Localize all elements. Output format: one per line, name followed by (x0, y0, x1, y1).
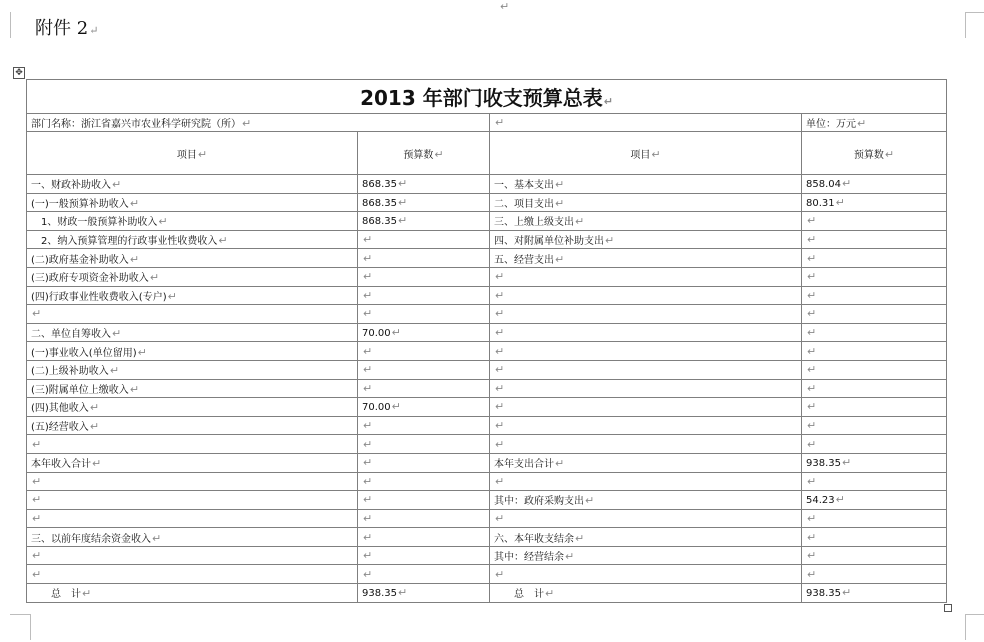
table-row (27, 565, 947, 584)
expense-item-cell[interactable]: 三、上缴上级支出↵ (490, 212, 802, 231)
expense-amount-cell[interactable]: ↵ (802, 323, 947, 342)
budget-table (26, 79, 947, 603)
expense-amount-cell[interactable]: ↵ (802, 472, 947, 491)
income-amount-cell[interactable]: ↵ (358, 528, 490, 547)
table-row (27, 509, 947, 528)
income-amount-cell[interactable]: ↵ (358, 305, 490, 324)
income-item-cell[interactable]: 二、单位自筹收入↵ (27, 323, 358, 342)
income-amount-cell[interactable]: ↵ (358, 565, 490, 584)
header-amount[interactable]: 预算数↵ (358, 132, 490, 175)
income-amount-cell[interactable]: ↵ (358, 546, 490, 565)
expense-amount-cell[interactable]: ↵ (802, 398, 947, 417)
expense-amount-cell[interactable]: ↵ (802, 267, 947, 286)
table-row (27, 249, 947, 268)
page-corner-mark (965, 12, 966, 38)
table-move-handle-icon[interactable]: ✥ (13, 67, 25, 79)
expense-item-cell[interactable]: 其中：经营结余↵ (490, 546, 802, 565)
expense-amount-cell[interactable]: ↵ (802, 546, 947, 565)
income-item-cell[interactable]: 2、纳入预算管理的行政事业性收费收入↵ (27, 230, 358, 249)
page-corner-mark (965, 614, 984, 615)
expense-amount-cell[interactable]: ↵ (802, 379, 947, 398)
income-amount-cell[interactable]: ↵ (358, 249, 490, 268)
income-amount-cell[interactable]: ↵ (358, 472, 490, 491)
income-item-cell[interactable]: (一)一般预算补助收入↵ (27, 193, 358, 212)
income-item-cell[interactable]: ↵ (27, 472, 358, 491)
expense-item-cell[interactable]: ↵ (490, 360, 802, 379)
expense-amount-cell[interactable]: ↵ (802, 212, 947, 231)
expense-item-cell[interactable]: ↵ (490, 435, 802, 454)
income-amount-cell[interactable]: 868.35↵ (358, 212, 490, 231)
table-row (27, 175, 947, 194)
expense-item-cell[interactable]: ↵ (490, 398, 802, 417)
table-row (27, 267, 947, 286)
table-row (27, 491, 947, 510)
table-row (27, 323, 947, 342)
expense-amount-cell[interactable]: ↵ (802, 528, 947, 547)
income-item-cell[interactable]: (四)其他收入↵ (27, 398, 358, 417)
income-item-cell[interactable]: 1、财政一般预算补助收入↵ (27, 212, 358, 231)
table-row (27, 528, 947, 547)
income-item-cell[interactable]: ↵ (27, 546, 358, 565)
expense-amount-cell[interactable]: ↵ (802, 342, 947, 361)
income-item-cell[interactable]: 一、财政补助收入↵ (27, 175, 358, 194)
expense-item-cell[interactable]: ↵ (490, 379, 802, 398)
income-item-cell[interactable]: (三)附属单位上缴收入↵ (27, 379, 358, 398)
table-row (27, 546, 947, 565)
table-title: 2013 年部门收支预算总表 (360, 86, 603, 110)
department-cell[interactable]: 部门名称：浙江省嘉兴市农业科学研究院（所）↵ (27, 114, 490, 132)
page-corner-mark (30, 614, 31, 640)
income-amount-cell[interactable]: ↵ (358, 379, 490, 398)
income-amount-cell[interactable]: ↵ (358, 453, 490, 472)
table-row (27, 230, 947, 249)
expense-amount-cell[interactable]: ↵ (802, 230, 947, 249)
info-empty-cell[interactable]: ↵ (490, 114, 802, 132)
page-corner-mark (965, 614, 966, 640)
expense-item-cell[interactable]: 其中：政府采购支出↵ (490, 491, 802, 510)
income-item-cell[interactable]: 总 计↵ (27, 584, 358, 603)
expense-amount-cell[interactable]: ↵ (802, 565, 947, 584)
income-amount-cell[interactable]: ↵ (358, 342, 490, 361)
expense-item-cell[interactable]: 本年支出合计↵ (490, 453, 802, 472)
paragraph-mark: ↵ (500, 0, 510, 13)
income-item-cell[interactable]: ↵ (27, 509, 358, 528)
table-row (27, 286, 947, 305)
table-row (27, 212, 947, 231)
table-row (27, 398, 947, 417)
table-row (27, 193, 947, 212)
income-item-cell[interactable]: ↵ (27, 491, 358, 510)
table-row (27, 379, 947, 398)
income-amount-cell[interactable]: 868.35↵ (358, 193, 490, 212)
income-amount-cell[interactable]: ↵ (358, 491, 490, 510)
income-amount-cell[interactable]: ↵ (358, 435, 490, 454)
income-item-cell[interactable]: ↵ (27, 305, 358, 324)
expense-amount-cell[interactable]: ↵ (802, 305, 947, 324)
income-amount-cell[interactable]: ↵ (358, 230, 490, 249)
expense-item-cell[interactable]: ↵ (490, 305, 802, 324)
page-corner-mark (965, 12, 984, 13)
income-item-cell[interactable]: (二)上级补助收入↵ (27, 360, 358, 379)
table-row (27, 305, 947, 324)
income-item-cell[interactable]: ↵ (27, 565, 358, 584)
table-row (27, 453, 947, 472)
table-row (27, 360, 947, 379)
expense-amount-cell[interactable]: 80.31↵ (802, 193, 947, 212)
table-row (27, 342, 947, 361)
expense-amount-cell[interactable]: 938.35↵ (802, 453, 947, 472)
table-row (27, 472, 947, 491)
income-amount-cell[interactable]: ↵ (358, 509, 490, 528)
income-amount-cell[interactable]: 70.00↵ (358, 323, 490, 342)
expense-amount-cell[interactable]: ↵ (802, 416, 947, 435)
expense-amount-cell[interactable]: ↵ (802, 286, 947, 305)
expense-item-cell[interactable]: 六、本年收支结余↵ (490, 528, 802, 547)
income-item-cell[interactable]: 三、以前年度结余资金收入↵ (27, 528, 358, 547)
income-amount-cell[interactable]: ↵ (358, 267, 490, 286)
income-item-cell[interactable]: (一)事业收入(单位留用)↵ (27, 342, 358, 361)
table-resize-handle[interactable] (944, 604, 952, 612)
expense-item-cell[interactable]: ↵ (490, 286, 802, 305)
expense-amount-cell[interactable]: 858.04↵ (802, 175, 947, 194)
expense-item-cell[interactable]: 五、经营支出↵ (490, 249, 802, 268)
department-name: 部门名称：浙江省嘉兴市农业科学研究院（所） (31, 119, 241, 130)
expense-amount-cell[interactable]: ↵ (802, 509, 947, 528)
income-item-cell[interactable]: ↵ (27, 435, 358, 454)
income-amount-cell[interactable]: ↵ (358, 416, 490, 435)
page-corner-mark (10, 12, 11, 38)
table-title-cell[interactable]: 2013 年部门收支预算总表↵ (27, 80, 947, 114)
expense-item-cell[interactable]: ↵ (490, 342, 802, 361)
expense-item-cell[interactable]: 二、项目支出↵ (490, 193, 802, 212)
expense-item-cell[interactable]: 四、对附属单位补助支出↵ (490, 230, 802, 249)
expense-amount-cell[interactable]: ↵ (802, 360, 947, 379)
expense-item-cell[interactable]: ↵ (490, 565, 802, 584)
expense-amount-cell[interactable]: ↵ (802, 249, 947, 268)
expense-item-cell[interactable]: ↵ (490, 509, 802, 528)
income-amount-cell[interactable]: ↵ (358, 360, 490, 379)
unit-cell[interactable]: 单位：万元↵ (802, 114, 947, 132)
income-item-cell[interactable]: (三)政府专项资金补助收入↵ (27, 267, 358, 286)
expense-item-cell[interactable]: 一、基本支出↵ (490, 175, 802, 194)
income-amount-cell[interactable]: 868.35↵ (358, 175, 490, 194)
income-amount-cell[interactable]: ↵ (358, 286, 490, 305)
table-row (27, 584, 947, 603)
unit-label: 单位：万元 (806, 119, 856, 130)
income-item-cell[interactable]: (五)经营收入↵ (27, 416, 358, 435)
expense-amount-cell[interactable]: 54.23↵ (802, 491, 947, 510)
income-item-cell[interactable]: (二)政府基金补助收入↵ (27, 249, 358, 268)
expense-item-cell[interactable]: ↵ (490, 323, 802, 342)
income-amount-cell[interactable]: 938.35↵ (358, 584, 490, 603)
header-amount-2[interactable]: 预算数↵ (802, 132, 947, 175)
table-row (27, 416, 947, 435)
header-item-2[interactable]: 项目↵ (490, 132, 802, 175)
expense-item-cell[interactable]: 总 计↵ (490, 584, 802, 603)
attachment-label: 附件 2↵ (35, 18, 99, 39)
income-amount-cell[interactable]: 70.00↵ (358, 398, 490, 417)
page-corner-mark (10, 614, 30, 615)
expense-amount-cell[interactable]: ↵ (802, 435, 947, 454)
expense-item-cell[interactable]: ↵ (490, 416, 802, 435)
income-item-cell[interactable]: 本年收入合计↵ (27, 453, 358, 472)
expense-item-cell[interactable]: ↵ (490, 472, 802, 491)
income-item-cell[interactable]: (四)行政事业性收费收入(专户)↵ (27, 286, 358, 305)
table-row (27, 435, 947, 454)
expense-amount-cell[interactable]: 938.35↵ (802, 584, 947, 603)
expense-item-cell[interactable]: ↵ (490, 267, 802, 286)
header-item[interactable]: 项目↵ (27, 132, 358, 175)
